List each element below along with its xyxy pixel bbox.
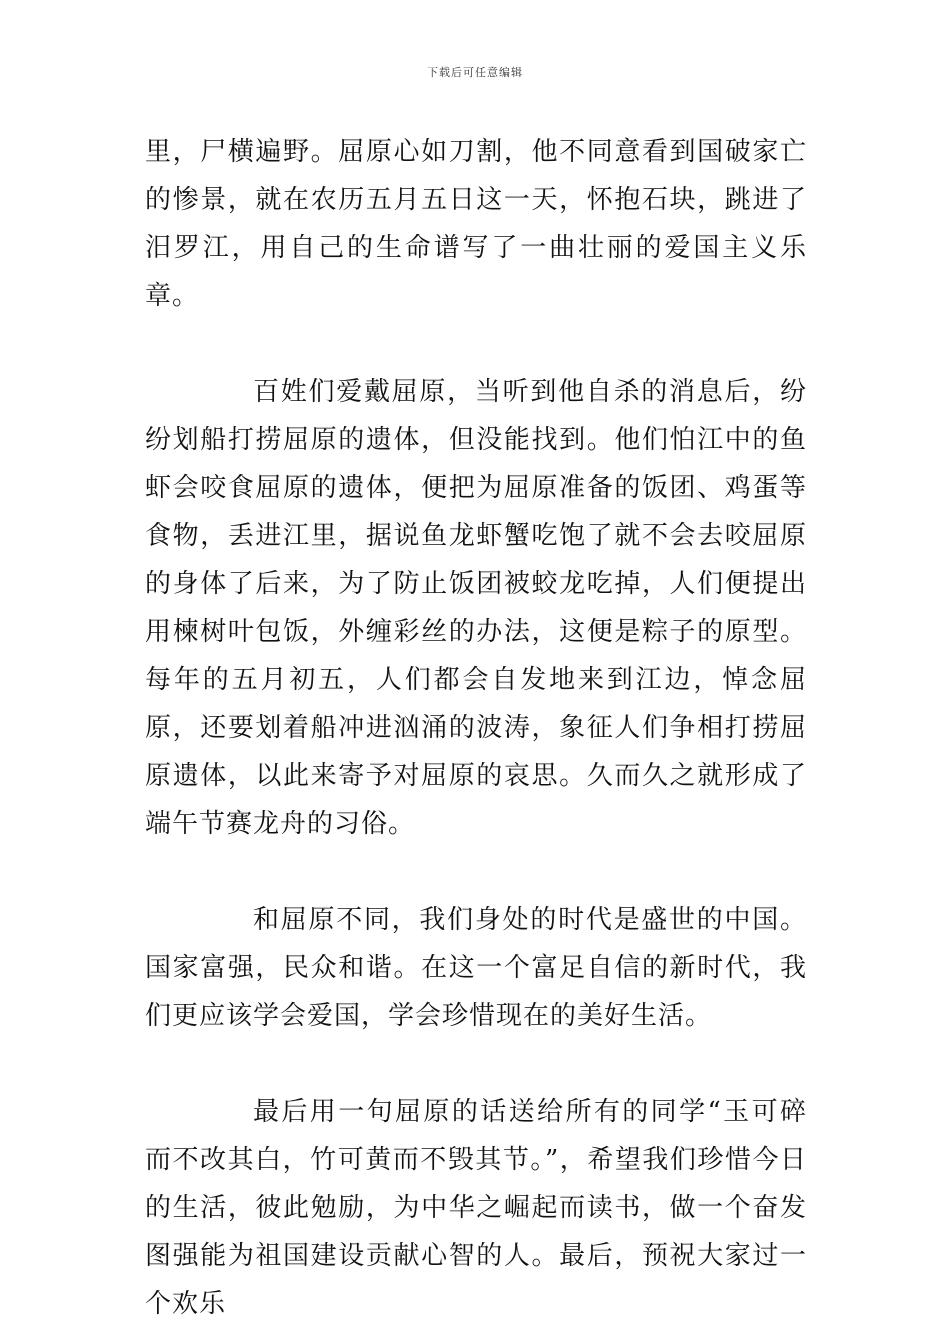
paragraph-3: 和屈原不同，我们身处的时代是盛世的中国。国家富强，民众和谐。在这一个富足自信的新时代，我们更应该学会爱国，学会珍惜现在的美好生活。 [145,905,807,1031]
paragraph-2: 百姓们爱戴屈原，当听到他自杀的消息后，纷纷划船打捞屈原的遗体，但没能找到。他们怕江中的鱼虾会咬食屈原的遗体，便把为屈原准备的饭团、鸡蛋等食物，丢进江里，据说鱼龙虾蟹吃饱了就不会去咬屈原的身体了后来，为了防止饭团被蛟龙吃掉，人们便提出用楝树叶包饭，外缠彩丝的办法，这便是粽子的原型。每年的五月初五，人们都会自发地来到江边，悼念屈原，还要划着船冲进汹涌的波涛，象征人们争相打捞屈原遗体，以此来寄予对屈原的哀思。久而久之就形成了端午节赛龙舟的习俗。 [145,377,807,839]
page-header: 下载后可任意编辑 [427,66,523,79]
document-body [145,128,807,1328]
paragraph-4: 最后用一句屈原的话送给所有的同学“玉可碎而不改其白，竹可黄而不毁其节。”，希望我们珍惜今日的生活，彼此勉励，为中华之崛起而读书，做一个奋发图强能为祖国建设贡献心智的人。最后，预祝大家过一个欢乐 [145,1097,807,1319]
paragraph-1: 里，尸横遍野。屈原心如刀割，他不同意看到国破家亡的惨景，就在农历五月五日这一天，怀抱石块，跳进了汨罗江，用自己的生命谱写了一曲壮丽的爱国主义乐章。 [145,137,807,311]
